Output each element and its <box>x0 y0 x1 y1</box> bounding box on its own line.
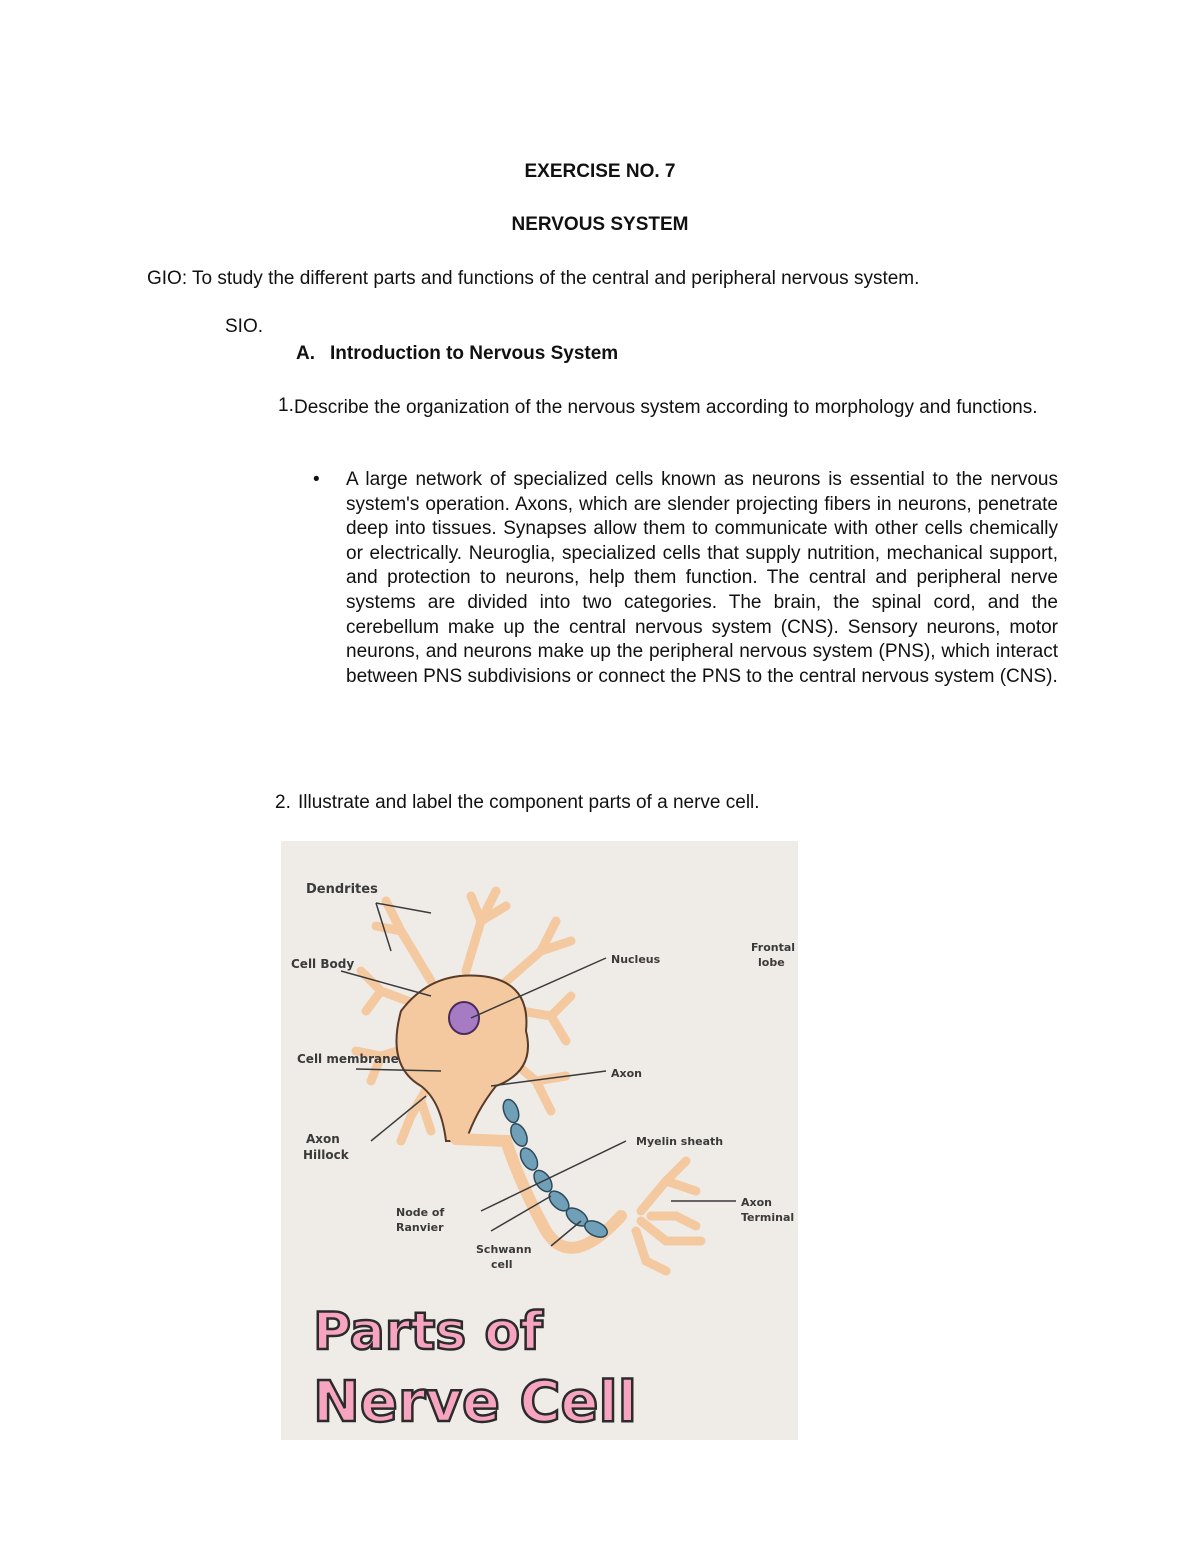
bullet-marker: • <box>313 469 320 490</box>
sio-label: SIO. <box>225 316 264 337</box>
label-nucleus: Nucleus <box>611 953 661 966</box>
exercise-title: EXERCISE NO. 7 <box>524 161 676 182</box>
figure-title-line-2: Nerve Cell <box>313 1370 637 1435</box>
label-axon-hillock-1: Axon <box>306 1132 340 1146</box>
label-axon-terminal-1: Axon <box>741 1196 772 1209</box>
label-schwann-cell-1: Schwann <box>476 1243 532 1256</box>
nerve-cell-figure <box>281 841 798 1440</box>
label-axon-terminal-2: Terminal <box>741 1211 795 1224</box>
question-1-number: 1. <box>278 395 294 416</box>
label-dendrites: Dendrites <box>306 882 378 897</box>
nerve-cell-drawing <box>281 841 798 1440</box>
label-schwann-cell-2: cell <box>491 1258 513 1271</box>
section-title: Introduction to Nervous System <box>330 343 619 364</box>
gio-statement: GIO: To study the different parts and functions of the central and peripheral nervous system. <box>147 268 920 289</box>
label-axon: Axon <box>611 1067 642 1080</box>
answer-1-paragraph: A large network of specialized cells known as neurons is essential to the nervous system's operation. Axons, which are slender projecting fibers in neurons, penetrate deep into tissues. Synapses allow them to communicate with other cells chemically or electrically. Neuroglia, specialized cells that supply nutrition, mechanical support, and protection to neurons, help them function. The central and peripheral nerve systems are divided into two categories. The brain, the spinal cord, and the cerebellum make up the central nervous system (CNS). Sensory neurons, motor neurons, and neurons make up the peripheral nervous system (PNS), which interact between PNS subdivisions or connect the PNS to the central nervous system (CNS). <box>346 469 1058 687</box>
subject-title: NERVOUS SYSTEM <box>511 214 689 235</box>
question-2-number: 2. <box>275 792 291 813</box>
question-1-text: Describe the organization of the nervous system according to morphology and functions. <box>294 397 1038 418</box>
section-a-heading <box>296 343 618 365</box>
label-frontal-lobe-1: Frontal <box>751 941 796 954</box>
label-node-of-ranvier-2: Ranvier <box>396 1221 444 1234</box>
label-axon-hillock-2: Hillock <box>303 1148 349 1162</box>
label-frontal-lobe-2: lobe <box>758 956 785 969</box>
label-cell-membrane: Cell membrane <box>297 1052 399 1066</box>
question-2-text: Illustrate and label the component parts of a nerve cell. <box>298 792 760 813</box>
label-cell-body: Cell Body <box>291 957 355 971</box>
figure-title-line-1: Parts of <box>313 1302 543 1362</box>
nucleus-drawing <box>449 1002 479 1034</box>
section-letter: A. <box>296 343 315 364</box>
label-node-of-ranvier-1: Node of <box>396 1206 445 1219</box>
label-myelin-sheath: Myelin sheath <box>636 1135 724 1148</box>
